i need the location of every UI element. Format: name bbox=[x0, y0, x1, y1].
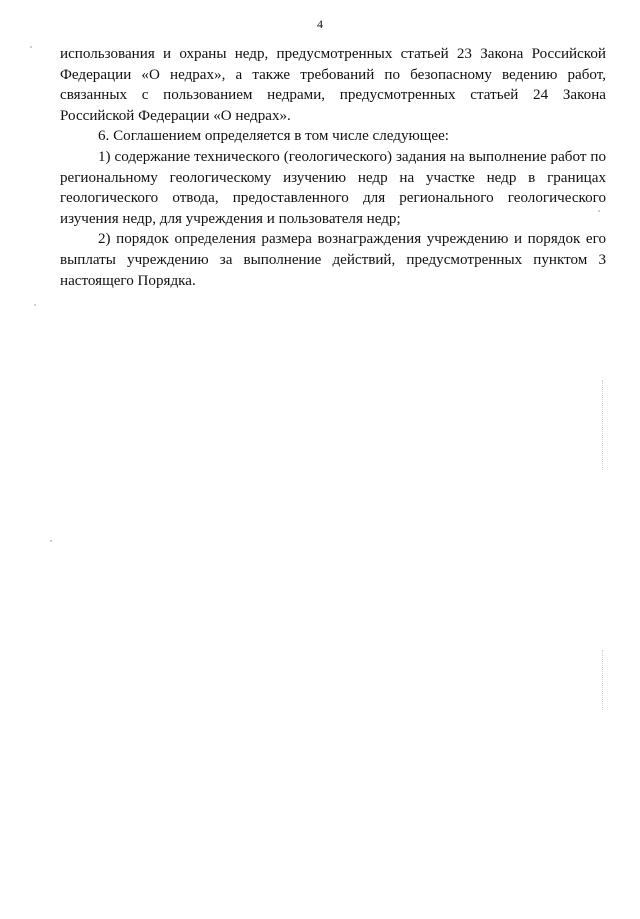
paragraph-item-6: 6. Соглашением определяется в том числе следующее: bbox=[98, 128, 449, 145]
scan-speck bbox=[34, 304, 36, 306]
paragraph-continuation: использования и охраны недр, предусмотренных статьей 23 Закона Российской Федерации «О недрах», а также требований по безопасному ведению работ, связанных с пользованием недрами, предусмотренных статьей 24 Закона Российской Федерации «О недрах». bbox=[60, 46, 606, 124]
document-body bbox=[60, 44, 606, 291]
paragraph-subitem-1: 1) содержание технического (геологического) задания на выполнение работ по региональному геологическому изучению недр на участке недр в границах геологического отвода, предоставленного для регионального геологического изучения недр, для учреждения и пользователя недр; bbox=[60, 148, 606, 227]
scan-edge-noise bbox=[602, 650, 604, 710]
scan-edge-noise bbox=[602, 380, 604, 470]
page-number: 4 bbox=[317, 17, 323, 31]
paragraph-subitem-2: 2) порядок определения размера вознаграждения учреждению и порядок его выплаты учреждению за выполнение действий, предусмотренных пунктом 3 настоящего Порядка. bbox=[60, 231, 606, 289]
scan-speck bbox=[30, 46, 32, 48]
scan-speck bbox=[50, 540, 52, 542]
scan-speck bbox=[598, 210, 600, 212]
